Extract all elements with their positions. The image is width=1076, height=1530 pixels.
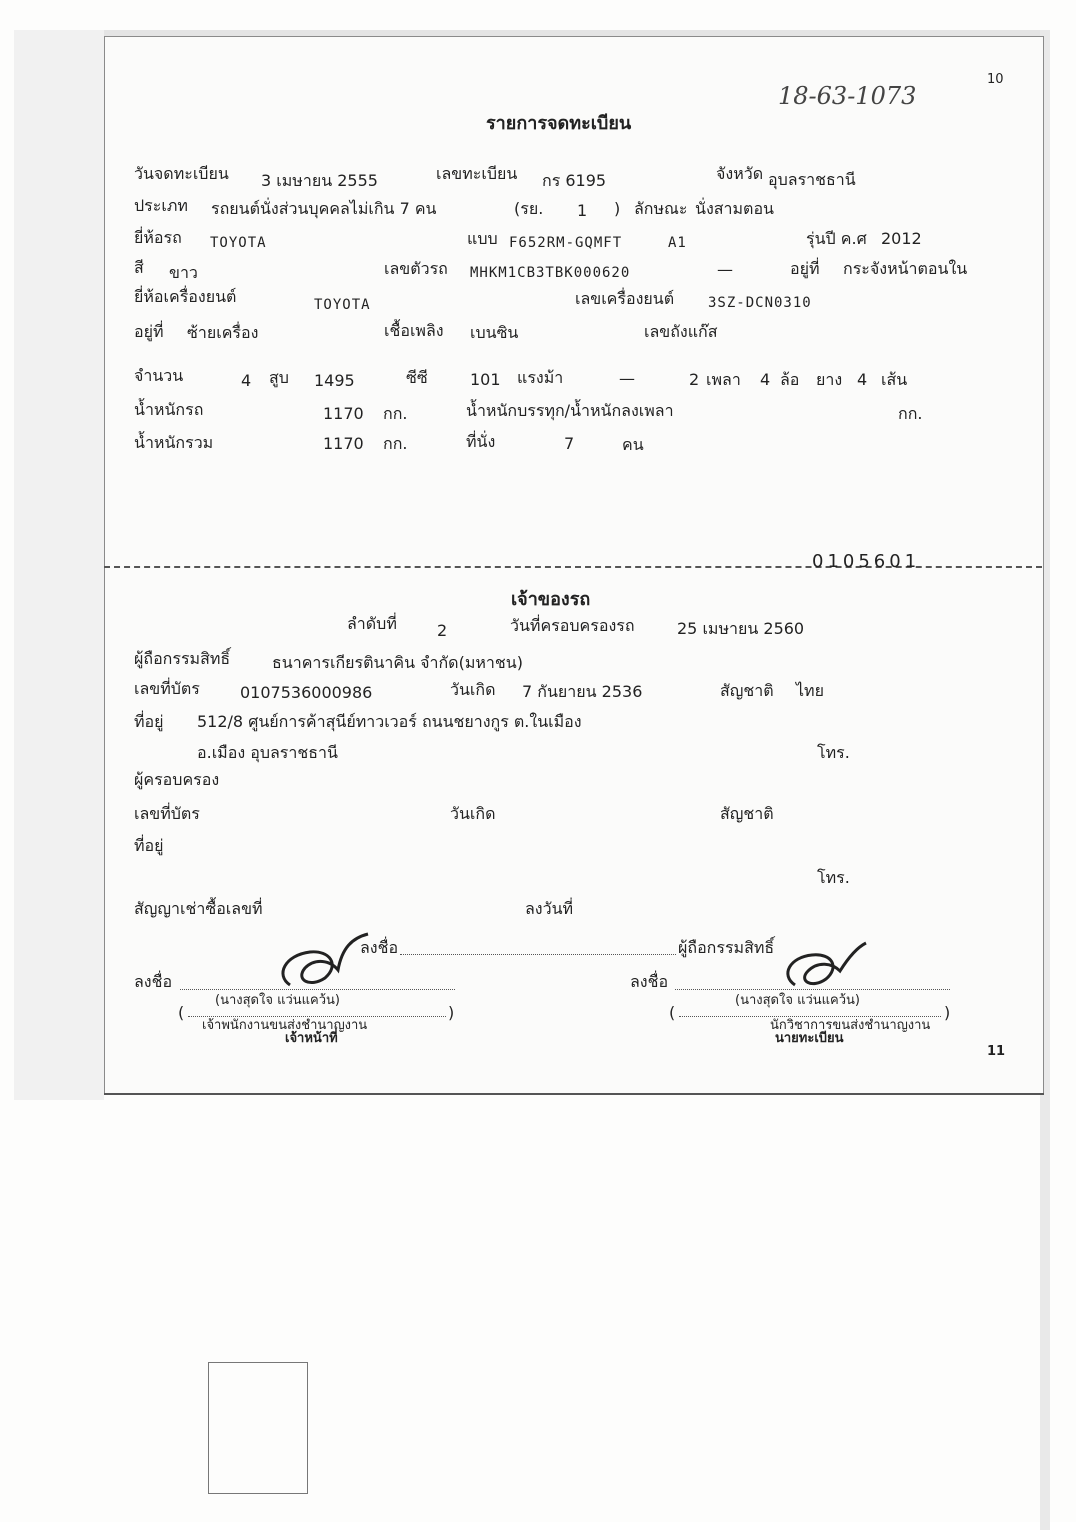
count-label: จำนวน	[134, 366, 184, 385]
year-value: 2012	[881, 229, 922, 248]
page-number-bottom: 11	[987, 1044, 1006, 1059]
weight-label: น้ำหนักรถ	[134, 400, 204, 419]
seats-value: 7	[564, 434, 575, 453]
ry-number: 1	[577, 201, 588, 220]
serial-number: 0105601	[812, 551, 921, 572]
load-label: น้ำหนักบรรทุก/น้ำหนักลงเพลา	[466, 401, 674, 420]
total-weight-unit: กก.	[383, 434, 408, 453]
address-line-1: 512/8 ศูนย์การค้าสุนีย์ทาวเวอร์ ถนนชยางกูร ต.ในเมือง	[197, 712, 582, 731]
possessor-birth-label: วันเกิด	[450, 804, 496, 823]
scan-edge	[14, 30, 104, 1100]
nationality-value: ไทย	[796, 681, 824, 700]
tires-unit: เส้น	[881, 370, 908, 389]
wheels-value: 4	[760, 370, 771, 389]
officer-title: เจ้าหน้าที่	[285, 1031, 338, 1046]
ry-close: )	[614, 199, 621, 218]
engine-number-value: 3SZ-DCN0310	[708, 295, 812, 311]
handwritten-reference: 18-63-1073	[778, 82, 917, 110]
style-value: นั่งสามตอน	[695, 199, 774, 218]
registration-title: รายการจดทะเบียน	[486, 113, 632, 134]
seats-label: ที่นั่ง	[466, 432, 496, 451]
province-label: จังหวัด	[716, 164, 764, 183]
page-number-top: 10	[987, 72, 1004, 87]
type-value: รถยนต์นั่งส่วนบุคคลไม่เกิน 7 คน	[211, 199, 437, 218]
chassis-dash: —	[717, 260, 733, 279]
officer-name: (นางสุดใจ แว่นแคว้น)	[215, 993, 340, 1008]
cylinder-label: สูบ	[269, 368, 289, 387]
holder-value: ธนาคารเกียรตินาคิน จำกัด(มหาชน)	[272, 653, 523, 672]
plate-label: เลขทะเบียน	[436, 164, 518, 183]
birth-label: วันเกิด	[450, 680, 496, 699]
chassis-location-label: อยู่ที่	[790, 259, 820, 278]
fuel-value: เบนซิน	[470, 323, 519, 342]
officer-position: เจ้าพนักงานขนส่งชำนาญงาน	[202, 1018, 368, 1033]
horsepower-label: แรงม้า	[517, 368, 564, 387]
chassis-label: เลขตัวรถ	[384, 259, 448, 278]
address-label: ที่อยู่	[134, 712, 164, 731]
holder-tel-label: โทร.	[817, 743, 850, 762]
style-label: ลักษณะ	[634, 199, 688, 218]
ry-open: (รย.	[514, 199, 544, 218]
possessor-id-label: เลขที่บัตร	[134, 804, 200, 823]
tires-label: ยาง	[816, 370, 843, 389]
type-label: ประเภท	[134, 196, 188, 215]
brand-label: ยี่ห้อรถ	[134, 228, 182, 247]
possessor-address-label: ที่อยู่	[134, 836, 164, 855]
load-unit: กก.	[898, 404, 923, 423]
cc-value: 1495	[314, 371, 355, 390]
wheels-label: ล้อ	[780, 370, 800, 389]
horsepower-value: 101	[470, 370, 501, 389]
plate-value: กร 6195	[542, 171, 607, 190]
registrar-sign-label: ลงชื่อ	[630, 972, 669, 991]
chassis-value: MHKM1CB3TBK000620	[470, 265, 631, 281]
chassis-location-value: กระจังหน้าตอนใน	[843, 259, 968, 278]
sequence-value: 2	[437, 621, 448, 640]
lease-number-label: สัญญาเช่าซื้อเลขที่	[134, 899, 263, 918]
total-weight-value: 1170	[323, 434, 364, 453]
engine-number-label: เลขเครื่องยนต์	[575, 289, 675, 308]
engine-brand-value: TOYOTA	[314, 297, 371, 313]
axle-label: เพลา	[706, 370, 741, 389]
lease-date-label: ลงวันที่	[525, 899, 574, 918]
weight-unit: กก.	[383, 404, 408, 423]
engine-location-value: ซ้ายเครื่อง	[187, 323, 259, 342]
weight-value: 1170	[323, 404, 364, 423]
year-label: รุ่นปี ค.ศ	[806, 229, 867, 248]
holder-sign-line	[400, 954, 676, 955]
gas-tank-label: เลขถังแก๊ส	[644, 322, 718, 341]
card-edge	[104, 1093, 1044, 1095]
owner-title: เจ้าของรถ	[511, 589, 591, 610]
possession-date-label: วันที่ครอบครองรถ	[510, 616, 635, 635]
registrar-name: (นางสุดใจ แว่นแคว้น)	[735, 993, 860, 1008]
possessor-nationality-label: สัญชาติ	[720, 804, 774, 823]
nationality-label: สัญชาติ	[720, 681, 774, 700]
registrar-paren-close: )	[944, 1003, 951, 1022]
officer-paren-close: )	[448, 1003, 455, 1022]
holder-sign-role: ผู้ถือกรรมสิทธิ์	[678, 938, 775, 957]
registrar-position: นักวิชาการขนส่งชำนาญงาน	[770, 1018, 931, 1033]
registrar-signature	[770, 935, 880, 1000]
possessor-label: ผู้ครอบครอง	[134, 770, 220, 789]
id-value: 0107536000986	[240, 683, 373, 702]
fuel-label: เชื้อเพลิง	[384, 321, 444, 340]
tires-value: 4	[857, 370, 868, 389]
registrar-paren-open: (	[669, 1003, 676, 1022]
color-label: สี	[134, 258, 144, 277]
total-weight-label: น้ำหนักรวม	[134, 433, 214, 452]
holder-label: ผู้ถือกรรมสิทธิ์	[134, 649, 231, 668]
officer-signature	[270, 930, 380, 1000]
registrar-title: นายทะเบียน	[775, 1031, 844, 1046]
brand-value: TOYOTA	[210, 235, 267, 251]
cc-label: ซีซี	[406, 368, 428, 387]
engine-location-label: อยู่ที่	[134, 322, 164, 341]
officer-paren-open: (	[178, 1003, 185, 1022]
model-value: F652RM-GQMFT	[509, 235, 623, 251]
model-label: แบบ	[467, 229, 498, 248]
reg-date-label: วันจดทะเบียน	[134, 164, 229, 183]
province-value: อุบลราชธานี	[768, 170, 856, 189]
engine-brand-label: ยี่ห้อเครื่องยนต์	[134, 287, 237, 306]
possessor-tel-label: โทร.	[817, 868, 850, 887]
seats-unit: คน	[622, 435, 644, 454]
officer-sign-label: ลงชื่อ	[134, 972, 173, 991]
address-line-2: อ.เมือง อุบลราชธานี	[197, 743, 338, 762]
color-value: ขาว	[169, 263, 198, 282]
sequence-label: ลำดับที่	[347, 614, 397, 633]
birth-value: 7 กันยายน 2536	[522, 682, 643, 701]
model-suffix: A1	[668, 235, 687, 251]
axle-value: 2	[689, 370, 700, 389]
possession-date-value: 25 เมษายน 2560	[677, 619, 805, 638]
reg-date-value: 3 เมษายน 2555	[261, 171, 378, 190]
bottom-stamp	[208, 1362, 308, 1494]
id-label: เลขที่บัตร	[134, 679, 200, 698]
horsepower-dash: —	[619, 369, 635, 388]
holder-sign-label: ลงชื่อ	[360, 938, 399, 957]
count-value: 4	[241, 371, 252, 390]
